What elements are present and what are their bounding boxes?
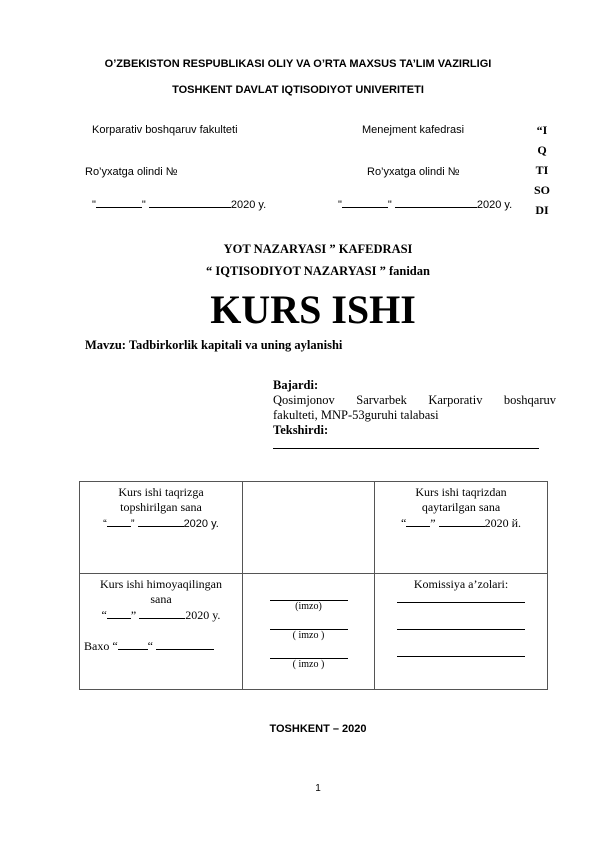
signature-2-label: ( imzo ) [292, 630, 325, 641]
university-heading: TOSHKENT DAVLAT IQTISODIYOT UNIVERITETI [172, 84, 424, 96]
signature-1-label: (imzo) [295, 601, 322, 612]
left-registration-label: Ro’yxatga olindi № [85, 166, 178, 178]
ministry-heading: O’ZBEKISTON RESPUBLIKASI OLIY VA O’RTA MAXSUS TA’LIM VAZIRLIGI [104, 58, 492, 70]
faculty-label: Korparativ boshqaruv fakulteti [92, 124, 238, 136]
left-date-field: " " 2020 y. [92, 196, 266, 211]
signature-3-label: ( imzo ) [292, 659, 325, 670]
right-registration-label: Ro’yxatga olindi № [367, 166, 460, 178]
department-label: Menejment kafedrasi [362, 124, 465, 136]
performer-label: Bajardi: [273, 378, 319, 392]
performer-line-2: fakulteti, MNP-53guruhi talabasi [273, 408, 439, 422]
right-date-field: " " 2020 y. [338, 196, 512, 211]
topic-line: Mavzu: Tadbirkorlik kapitali va uning aylanishi [85, 338, 343, 352]
reviewer-line [273, 438, 539, 449]
reviewer-label: Tekshirdi: [273, 423, 329, 437]
defense-date-cell: Kurs ishi himoyaqilingan sana “ ” 2020 y. Baxo “ “ [80, 574, 243, 690]
commission-cell: Komissiya a’zolari: [375, 574, 548, 690]
subject-line: “ IQTISODIYOT NAZARYASI ” fanidan [206, 264, 430, 278]
department-line: YOT NAZARYASI ” KAFEDRASI [223, 242, 413, 256]
document-title: KURS ISHI [210, 287, 416, 332]
footer-city-year: TOSHKENT – 2020 [269, 723, 367, 735]
performer-block [273, 378, 556, 449]
page-number: 1 [315, 783, 321, 794]
review-returned-cell: Kurs ishi taqrizdan qaytarilgan sana “ ” 2020 й. [375, 482, 548, 574]
side-text: “I Q TI SO DI [533, 123, 550, 217]
review-submitted-cell: Kurs ishi taqrizga topshirilgan sana “ ” 2020 y. [80, 482, 243, 574]
blank-cell [243, 482, 375, 574]
performer-line-1: Qosimjonov Sarvarbek Karporativ boshqaruv [273, 393, 556, 407]
approval-table [79, 481, 548, 690]
signatures-cell [243, 574, 375, 690]
